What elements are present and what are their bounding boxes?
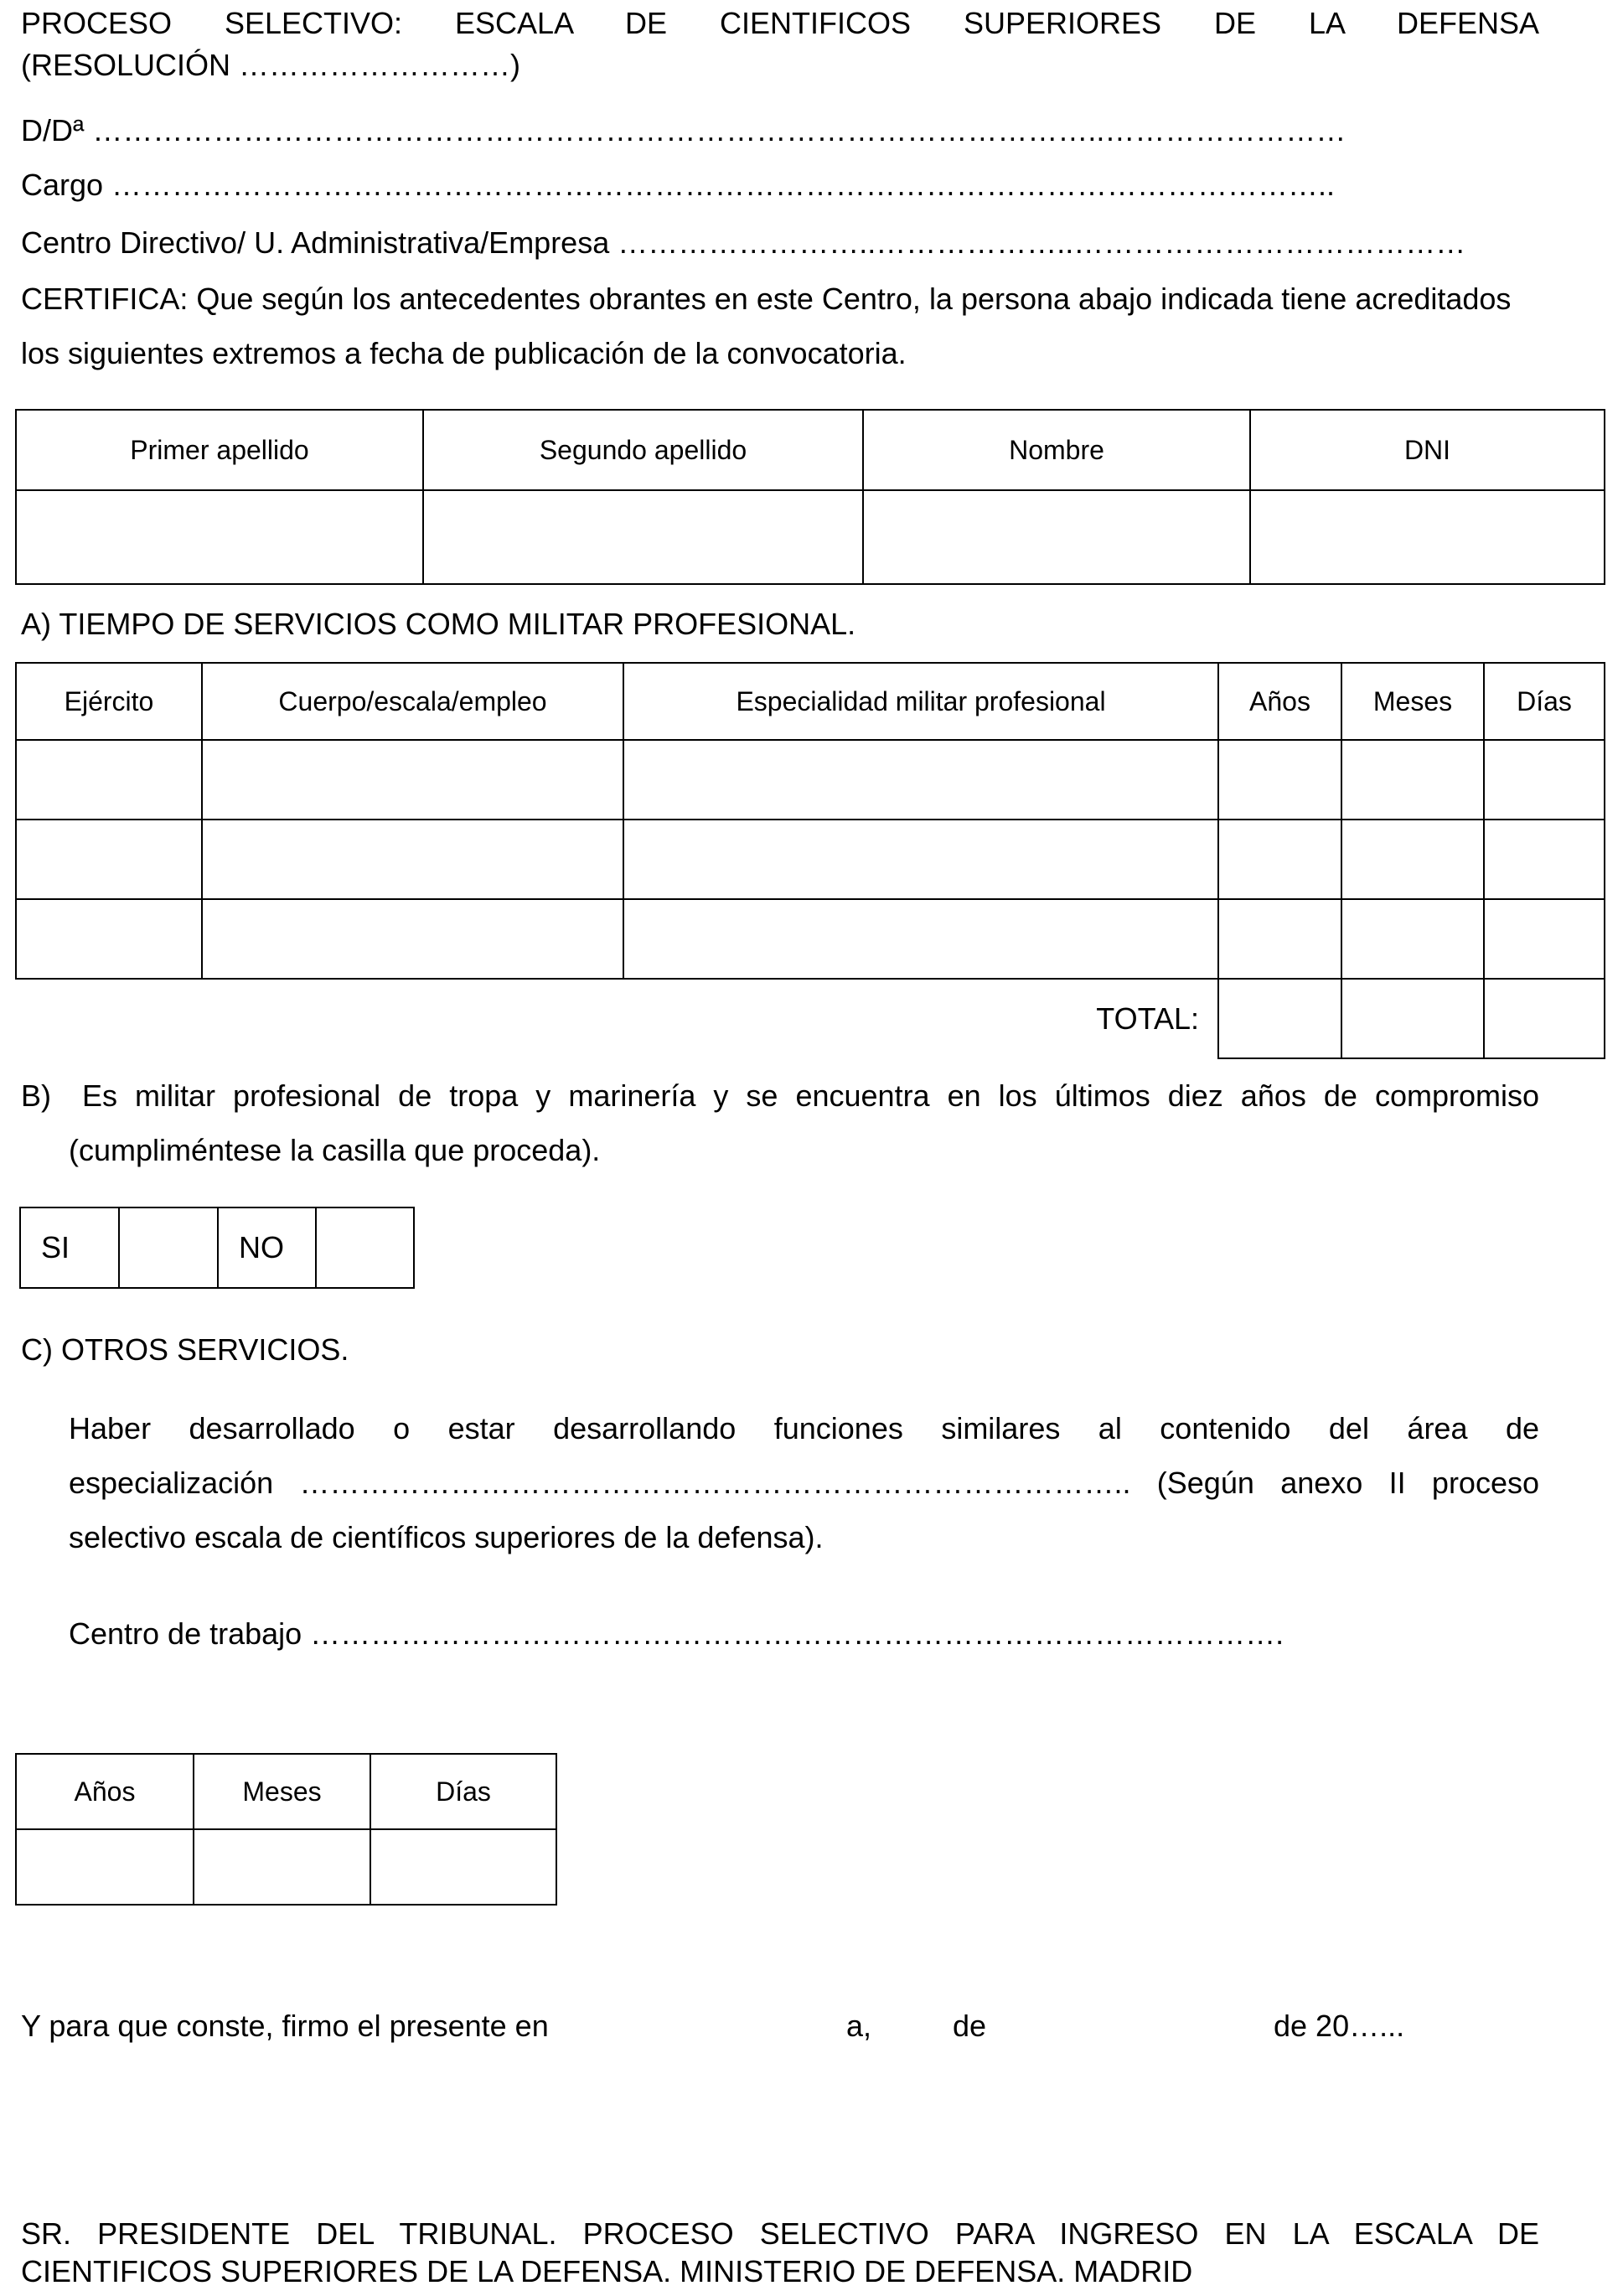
dd-field: D/Dª ………………………………………………………………………………………..……………………	[21, 113, 1346, 147]
addressee-line1: SR. PRESIDENTE DEL TRIBUNAL. PROCESO SELECTIVO PARA INGRESO EN LA ESCALA DE	[21, 2216, 1539, 2251]
cuerpo-cell[interactable]	[202, 740, 623, 820]
service-time-table	[15, 662, 1605, 1059]
header-dias: Días	[370, 1754, 556, 1829]
nombre-cell[interactable]	[863, 490, 1250, 584]
resolution-line: (RESOLUCIÓN ………………………)	[21, 48, 521, 82]
dias-cell[interactable]	[1484, 740, 1605, 820]
person-table	[15, 409, 1605, 585]
header-especialidad: Especialidad militar profesional	[623, 663, 1218, 740]
dias-cell[interactable]	[1484, 820, 1605, 899]
section-b-marker: B)	[21, 1078, 51, 1113]
table-row	[16, 820, 1605, 899]
table-row	[16, 1829, 556, 1905]
cargo-field: Cargo …………………………………………………………………………………………………………..	[21, 168, 1336, 202]
section-c-title: C) OTROS SERVICIOS.	[21, 1332, 349, 1367]
header-nombre: Nombre	[863, 410, 1250, 490]
ejercito-cell[interactable]	[16, 899, 202, 979]
primer-apellido-cell[interactable]	[16, 490, 423, 584]
dias-cell[interactable]	[370, 1829, 556, 1905]
header-segundo-apellido: Segundo apellido	[423, 410, 863, 490]
si-no-table	[19, 1207, 415, 1289]
si-checkbox[interactable]	[119, 1207, 218, 1288]
closing-a: a,	[846, 2009, 872, 2043]
cuerpo-cell[interactable]	[202, 899, 623, 979]
especialidad-cell[interactable]	[623, 740, 1218, 820]
header-cuerpo: Cuerpo/escala/empleo	[202, 663, 623, 740]
centro-trabajo-field: Centro de trabajo …………………………………………………………………………………….	[69, 1616, 1284, 1651]
service-time-header	[16, 663, 1605, 740]
total-anos-cell[interactable]	[1218, 979, 1341, 1058]
section-a-title: A) TIEMPO DE SERVICIOS COMO MILITAR PROFESIONAL.	[21, 607, 856, 641]
anos-cell[interactable]	[1218, 820, 1341, 899]
table-row	[16, 899, 1605, 979]
ejercito-cell[interactable]	[16, 820, 202, 899]
si-label: SI	[20, 1207, 119, 1288]
meses-cell[interactable]	[1341, 820, 1484, 899]
header-meses: Meses	[194, 1754, 370, 1829]
closing-year: de 20…...	[1274, 2009, 1405, 2043]
certifica-line1: CERTIFICA: Que según los antecedentes obrantes en este Centro, la persona abajo indicada tiene acreditados	[21, 282, 1512, 316]
header-meses: Meses	[1341, 663, 1484, 740]
section-b-line2: (cumpliméntese la casilla que proceda).	[69, 1133, 601, 1167]
section-c-para-line2: especialización ……………………………………………………………………….. (Según anexo II proceso	[69, 1466, 1539, 1500]
especialidad-cell[interactable]	[623, 899, 1218, 979]
anos-cell[interactable]	[1218, 899, 1341, 979]
meses-cell[interactable]	[1341, 740, 1484, 820]
header-anos: Años	[1218, 663, 1341, 740]
header-dni: DNI	[1250, 410, 1605, 490]
total-label: TOTAL:	[1096, 1001, 1199, 1036]
centro-directivo-field: Centro Directivo/ U. Administrativa/Empresa ……………………..………………..…………………………………	[21, 225, 1466, 260]
header-primer-apellido: Primer apellido	[16, 410, 423, 490]
closing-de: de	[953, 2009, 987, 2043]
closing-text: Y para que conste, firmo el presente en	[21, 2009, 549, 2043]
especialidad-cell[interactable]	[623, 820, 1218, 899]
table-row	[16, 490, 1605, 584]
certifica-line2: los siguientes extremos a fecha de publicación de la convocatoria.	[21, 336, 907, 370]
segundo-apellido-cell[interactable]	[423, 490, 863, 584]
total-meses-cell[interactable]	[1341, 979, 1484, 1058]
header-anos: Años	[16, 1754, 194, 1829]
other-services-table	[15, 1753, 557, 1906]
header-dias: Días	[1484, 663, 1605, 740]
no-checkbox[interactable]	[316, 1207, 414, 1288]
ejercito-cell[interactable]	[16, 740, 202, 820]
table-row	[16, 740, 1605, 820]
anos-cell[interactable]	[16, 1829, 194, 1905]
addressee-line2: CIENTIFICOS SUPERIORES DE LA DEFENSA. MINISTERIO DE DEFENSA. MADRID	[21, 2254, 1193, 2288]
dias-cell[interactable]	[1484, 899, 1605, 979]
meses-cell[interactable]	[194, 1829, 370, 1905]
person-table-header	[16, 410, 1605, 490]
anos-cell[interactable]	[1218, 740, 1341, 820]
cuerpo-cell[interactable]	[202, 820, 623, 899]
section-c-para-line3: selectivo escala de científicos superiores de la defensa).	[69, 1520, 824, 1554]
document-title: PROCESO SELECTIVO: ESCALA DE CIENTIFICOS SUPERIORES DE LA DEFENSA	[21, 6, 1539, 40]
header-ejercito: Ejército	[16, 663, 202, 740]
section-b-line1: Es militar profesional de tropa y marinería y se encuentra en los últimos diez años de compromiso	[82, 1078, 1539, 1113]
section-c-para-line1: Haber desarrollado o estar desarrollando funciones similares al contenido del área de	[69, 1411, 1539, 1445]
dni-cell[interactable]	[1250, 490, 1605, 584]
total-dias-cell[interactable]	[1484, 979, 1605, 1058]
no-label: NO	[218, 1207, 316, 1288]
meses-cell[interactable]	[1341, 899, 1484, 979]
total-row	[16, 979, 1605, 1058]
